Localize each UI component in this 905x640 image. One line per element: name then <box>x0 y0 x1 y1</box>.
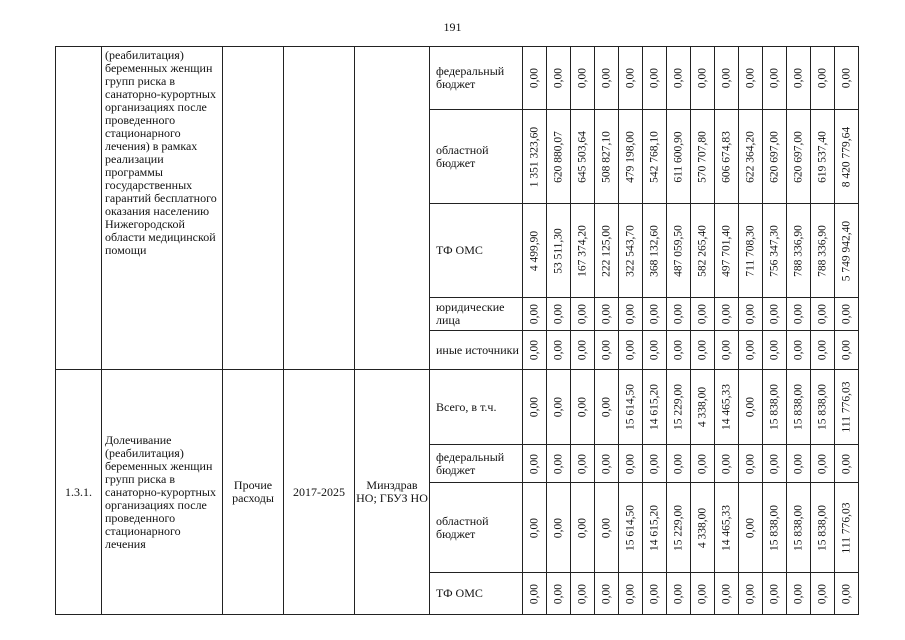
value-text: 620 880,07 <box>552 130 564 183</box>
value-cell <box>763 573 787 615</box>
value-text: 487 059,50 <box>672 224 684 277</box>
value-cell <box>523 483 547 573</box>
value-text: 0,00 <box>552 396 564 418</box>
value-cell <box>835 573 859 615</box>
value-text: 0,00 <box>840 339 852 361</box>
value-cell <box>595 573 619 615</box>
value-cell <box>571 370 595 445</box>
value-cell <box>811 445 835 483</box>
period-cell: 2017-2025 <box>284 370 355 615</box>
value-text: 570 707,80 <box>696 130 708 183</box>
value-text: 222 125,00 <box>600 224 612 277</box>
value-text: 0,00 <box>696 303 708 325</box>
value-text: 0,00 <box>528 396 540 418</box>
value-text: 0,00 <box>768 583 780 604</box>
value-cell <box>835 47 859 110</box>
value-text: 0,00 <box>672 303 684 325</box>
value-cell <box>667 204 691 298</box>
value-text: 0,00 <box>744 396 756 418</box>
value-cell <box>787 370 811 445</box>
value-cell <box>571 298 595 331</box>
value-text: 0,00 <box>840 303 852 325</box>
value-text: 0,00 <box>576 303 588 325</box>
value-text: 0,00 <box>576 396 588 418</box>
value-text: 14 615,20 <box>648 504 660 551</box>
value-text: 14 465,33 <box>720 504 732 551</box>
table-body <box>56 47 859 615</box>
value-cell <box>667 331 691 370</box>
page-number: 191 <box>443 20 462 34</box>
period-cell <box>284 47 355 370</box>
value-text: 542 768,10 <box>648 130 660 183</box>
value-cell <box>715 573 739 615</box>
budget-table <box>55 46 859 615</box>
funding-source-cell: областной бюджет <box>430 483 523 573</box>
value-text: 0,00 <box>624 453 636 474</box>
value-cell <box>571 204 595 298</box>
value-text: 0,00 <box>528 303 540 325</box>
value-cell <box>739 47 763 110</box>
value-cell <box>571 445 595 483</box>
value-cell <box>619 298 643 331</box>
value-cell <box>739 204 763 298</box>
value-text: 0,00 <box>816 303 828 325</box>
value-text: 1 351 323,60 <box>528 126 540 187</box>
executor-cell: Минздрав НО; ГБУЗ НО <box>355 370 430 615</box>
value-text: 497 701,40 <box>720 224 732 277</box>
value-text: 14 615,20 <box>648 384 660 430</box>
value-text: 582 265,40 <box>696 224 708 277</box>
value-cell <box>571 47 595 110</box>
value-text: 479 198,00 <box>624 130 636 183</box>
value-cell <box>739 298 763 331</box>
value-text: 0,00 <box>696 67 708 89</box>
value-text: 0,00 <box>720 339 732 361</box>
value-cell <box>835 110 859 204</box>
value-text: 0,00 <box>624 339 636 361</box>
value-text: 0,00 <box>624 67 636 89</box>
value-text: 606 674,83 <box>720 130 732 183</box>
value-cell <box>643 331 667 370</box>
value-cell <box>619 110 643 204</box>
value-cell <box>763 483 787 573</box>
value-text: 167 374,20 <box>576 224 588 277</box>
value-cell <box>667 573 691 615</box>
value-text: 0,00 <box>744 453 756 474</box>
value-text: 0,00 <box>576 583 588 604</box>
value-cell <box>691 573 715 615</box>
value-text: 4 338,00 <box>696 507 708 548</box>
value-cell <box>835 298 859 331</box>
value-cell <box>619 204 643 298</box>
value-cell <box>763 110 787 204</box>
value-cell <box>739 370 763 445</box>
funding-source-cell: федеральный бюджет <box>430 445 523 483</box>
value-cell <box>619 370 643 445</box>
value-text: 0,00 <box>696 583 708 604</box>
value-text: 0,00 <box>552 303 564 325</box>
value-cell <box>739 331 763 370</box>
value-text: 0,00 <box>696 453 708 474</box>
value-text: 620 697,00 <box>792 130 804 183</box>
value-text: 0,00 <box>792 453 804 474</box>
value-text: 0,00 <box>768 67 780 89</box>
value-cell <box>643 204 667 298</box>
value-cell <box>811 331 835 370</box>
value-text: 0,00 <box>576 339 588 361</box>
value-cell <box>619 483 643 573</box>
value-text: 0,00 <box>600 453 612 474</box>
value-text: 0,00 <box>648 583 660 604</box>
value-cell <box>787 110 811 204</box>
value-text: 0,00 <box>840 583 852 604</box>
value-cell <box>763 204 787 298</box>
value-cell <box>739 110 763 204</box>
value-cell <box>667 483 691 573</box>
value-text: 0,00 <box>840 67 852 89</box>
value-cell <box>811 483 835 573</box>
value-text: 0,00 <box>672 453 684 474</box>
value-text: 0,00 <box>528 517 540 538</box>
value-text: 0,00 <box>792 583 804 604</box>
value-text: 0,00 <box>552 453 564 474</box>
value-cell <box>763 298 787 331</box>
value-text: 111 776,03 <box>840 381 852 433</box>
value-text: 0,00 <box>720 583 732 604</box>
value-text: 15 838,00 <box>816 384 828 430</box>
value-cell <box>787 331 811 370</box>
value-cell <box>835 204 859 298</box>
value-text: 0,00 <box>816 67 828 89</box>
value-text: 0,00 <box>720 67 732 89</box>
value-text: 0,00 <box>744 339 756 361</box>
value-cell <box>739 483 763 573</box>
value-text: 0,00 <box>744 303 756 325</box>
value-text: 711 708,30 <box>744 224 756 277</box>
executor-cell <box>355 47 430 370</box>
value-text: 0,00 <box>768 339 780 361</box>
value-text: 0,00 <box>600 339 612 361</box>
value-cell <box>571 573 595 615</box>
row-number-cell: 1.3.1. <box>56 370 102 615</box>
value-text: 620 697,00 <box>768 130 780 183</box>
value-text: 4 338,00 <box>696 386 708 428</box>
value-cell <box>643 110 667 204</box>
value-cell <box>763 47 787 110</box>
value-cell <box>667 298 691 331</box>
value-cell <box>691 370 715 445</box>
value-cell <box>643 47 667 110</box>
value-text: 5 749 942,40 <box>840 220 852 281</box>
value-cell <box>523 204 547 298</box>
value-cell <box>715 370 739 445</box>
table-row <box>56 47 859 110</box>
funding-source-cell: областной бюджет <box>430 110 523 204</box>
value-text: 0,00 <box>600 303 612 325</box>
value-cell <box>715 331 739 370</box>
value-text: 0,00 <box>744 517 756 538</box>
value-text: 0,00 <box>576 517 588 538</box>
value-text: 0,00 <box>528 453 540 474</box>
value-cell <box>811 204 835 298</box>
value-text: 0,00 <box>648 339 660 361</box>
value-text: 0,00 <box>576 67 588 89</box>
value-text: 14 465,33 <box>720 384 732 430</box>
value-cell <box>547 573 571 615</box>
value-text: 0,00 <box>768 303 780 325</box>
value-text: 4 499,90 <box>528 230 540 271</box>
value-cell <box>595 370 619 445</box>
value-text: 508 827,10 <box>600 130 612 183</box>
value-text: 15 614,50 <box>624 384 636 430</box>
value-text: 788 336,90 <box>792 224 804 277</box>
value-cell <box>667 445 691 483</box>
value-text: 15 838,00 <box>792 504 804 551</box>
value-cell <box>547 298 571 331</box>
value-cell <box>523 445 547 483</box>
value-text: 619 537,40 <box>816 130 828 183</box>
value-cell <box>643 445 667 483</box>
value-cell <box>715 445 739 483</box>
value-cell <box>595 331 619 370</box>
value-cell <box>787 298 811 331</box>
value-cell <box>835 370 859 445</box>
value-cell <box>811 298 835 331</box>
value-cell <box>595 110 619 204</box>
value-cell <box>763 331 787 370</box>
value-cell <box>619 47 643 110</box>
value-cell <box>715 483 739 573</box>
value-cell <box>763 370 787 445</box>
measure-name-cell: (реабилитация) беременных женщин групп риска в санаторно-курортных организациях после проведенного стационарного лечения) в рамках реализации программы государственных гарантий бесплатного оказания населению Нижегородской области медицинской помощи <box>102 47 223 370</box>
value-cell <box>547 110 571 204</box>
value-cell <box>547 483 571 573</box>
value-cell <box>547 204 571 298</box>
value-cell <box>787 573 811 615</box>
value-cell <box>595 204 619 298</box>
value-cell <box>523 110 547 204</box>
value-cell <box>571 331 595 370</box>
value-text: 53 511,30 <box>552 227 564 274</box>
value-cell <box>523 573 547 615</box>
value-cell <box>547 445 571 483</box>
value-text: 0,00 <box>792 67 804 89</box>
value-text: 0,00 <box>552 67 564 89</box>
value-text: 0,00 <box>576 453 588 474</box>
value-cell <box>523 370 547 445</box>
value-cell <box>691 47 715 110</box>
value-cell <box>691 331 715 370</box>
value-text: 0,00 <box>744 67 756 89</box>
value-text: 756 347,30 <box>768 224 780 277</box>
value-cell <box>619 445 643 483</box>
value-cell <box>667 47 691 110</box>
value-text: 0,00 <box>624 583 636 604</box>
value-cell <box>787 483 811 573</box>
value-text: 15 229,00 <box>672 384 684 430</box>
value-cell <box>595 445 619 483</box>
value-cell <box>547 331 571 370</box>
value-text: 622 364,20 <box>744 130 756 183</box>
value-text: 15 229,00 <box>672 504 684 551</box>
value-text: 15 614,50 <box>624 504 636 551</box>
value-cell <box>595 483 619 573</box>
value-cell <box>835 445 859 483</box>
funding-source-cell: ТФ ОМС <box>430 573 523 615</box>
value-cell <box>811 47 835 110</box>
value-cell <box>619 331 643 370</box>
value-cell <box>715 47 739 110</box>
value-cell <box>691 110 715 204</box>
value-cell <box>787 47 811 110</box>
funding-source-cell: юридические лица <box>430 298 523 331</box>
value-text: 0,00 <box>792 303 804 325</box>
funding-source-cell: Всего, в т.ч. <box>430 370 523 445</box>
value-text: 0,00 <box>600 67 612 89</box>
value-text: 15 838,00 <box>816 504 828 551</box>
value-cell <box>763 445 787 483</box>
value-cell <box>667 370 691 445</box>
value-text: 0,00 <box>720 453 732 474</box>
value-cell <box>811 110 835 204</box>
value-cell <box>787 445 811 483</box>
value-cell <box>739 573 763 615</box>
value-text: 0,00 <box>816 583 828 604</box>
funding-source-cell: федеральный бюджет <box>430 47 523 110</box>
expense-type-cell <box>223 47 284 370</box>
value-cell <box>571 483 595 573</box>
value-text: 788 336,90 <box>816 224 828 277</box>
value-cell <box>643 483 667 573</box>
value-cell <box>691 483 715 573</box>
value-cell <box>739 445 763 483</box>
value-text: 0,00 <box>552 339 564 361</box>
funding-source-cell: ТФ ОМС <box>430 204 523 298</box>
value-cell <box>715 204 739 298</box>
value-text: 368 132,60 <box>648 224 660 277</box>
value-text: 0,00 <box>768 453 780 474</box>
value-cell <box>547 47 571 110</box>
value-text: 611 600,90 <box>672 130 684 183</box>
value-text: 0,00 <box>624 303 636 325</box>
value-text: 0,00 <box>528 339 540 361</box>
value-text: 0,00 <box>792 339 804 361</box>
value-text: 0,00 <box>552 583 564 604</box>
value-text: 0,00 <box>600 583 612 604</box>
value-cell <box>595 47 619 110</box>
value-cell <box>643 573 667 615</box>
value-cell <box>571 110 595 204</box>
value-cell <box>523 331 547 370</box>
value-text: 0,00 <box>600 396 612 418</box>
value-text: 0,00 <box>672 339 684 361</box>
table-row <box>56 370 859 445</box>
value-text: 0,00 <box>672 583 684 604</box>
value-cell <box>691 445 715 483</box>
value-text: 111 776,03 <box>840 502 852 553</box>
value-text: 0,00 <box>552 517 564 538</box>
value-text: 0,00 <box>744 583 756 604</box>
value-text: 0,00 <box>816 453 828 474</box>
value-cell <box>715 298 739 331</box>
value-cell <box>691 204 715 298</box>
value-text: 322 543,70 <box>624 224 636 277</box>
value-cell <box>691 298 715 331</box>
value-cell <box>619 573 643 615</box>
value-text: 0,00 <box>720 303 732 325</box>
value-cell <box>523 298 547 331</box>
funding-source-cell: иные источники <box>430 331 523 370</box>
value-cell <box>835 483 859 573</box>
value-text: 15 838,00 <box>768 384 780 430</box>
value-text: 0,00 <box>600 517 612 538</box>
value-cell <box>547 370 571 445</box>
value-cell <box>667 110 691 204</box>
value-cell <box>595 298 619 331</box>
value-text: 0,00 <box>840 453 852 474</box>
measure-name-cell: Долечивание (реабилитация) беременных женщин групп риска в санаторно-курортных организациях после проведенного стационарного лечения <box>102 370 223 615</box>
value-cell <box>643 370 667 445</box>
value-cell <box>523 47 547 110</box>
expense-type-cell: Прочие расходы <box>223 370 284 615</box>
value-text: 0,00 <box>696 339 708 361</box>
value-text: 0,00 <box>816 339 828 361</box>
value-cell <box>715 110 739 204</box>
value-text: 8 420 779,64 <box>840 126 852 187</box>
value-text: 15 838,00 <box>792 384 804 430</box>
value-text: 645 503,64 <box>576 130 588 183</box>
value-cell <box>835 331 859 370</box>
value-text: 0,00 <box>528 67 540 89</box>
value-cell <box>811 370 835 445</box>
value-text: 15 838,00 <box>768 504 780 551</box>
value-text: 0,00 <box>648 67 660 89</box>
row-number-cell <box>56 47 102 370</box>
value-text: 0,00 <box>648 303 660 325</box>
value-text: 0,00 <box>528 583 540 604</box>
value-cell <box>643 298 667 331</box>
value-cell <box>787 204 811 298</box>
value-text: 0,00 <box>648 453 660 474</box>
value-text: 0,00 <box>672 67 684 89</box>
value-cell <box>811 573 835 615</box>
